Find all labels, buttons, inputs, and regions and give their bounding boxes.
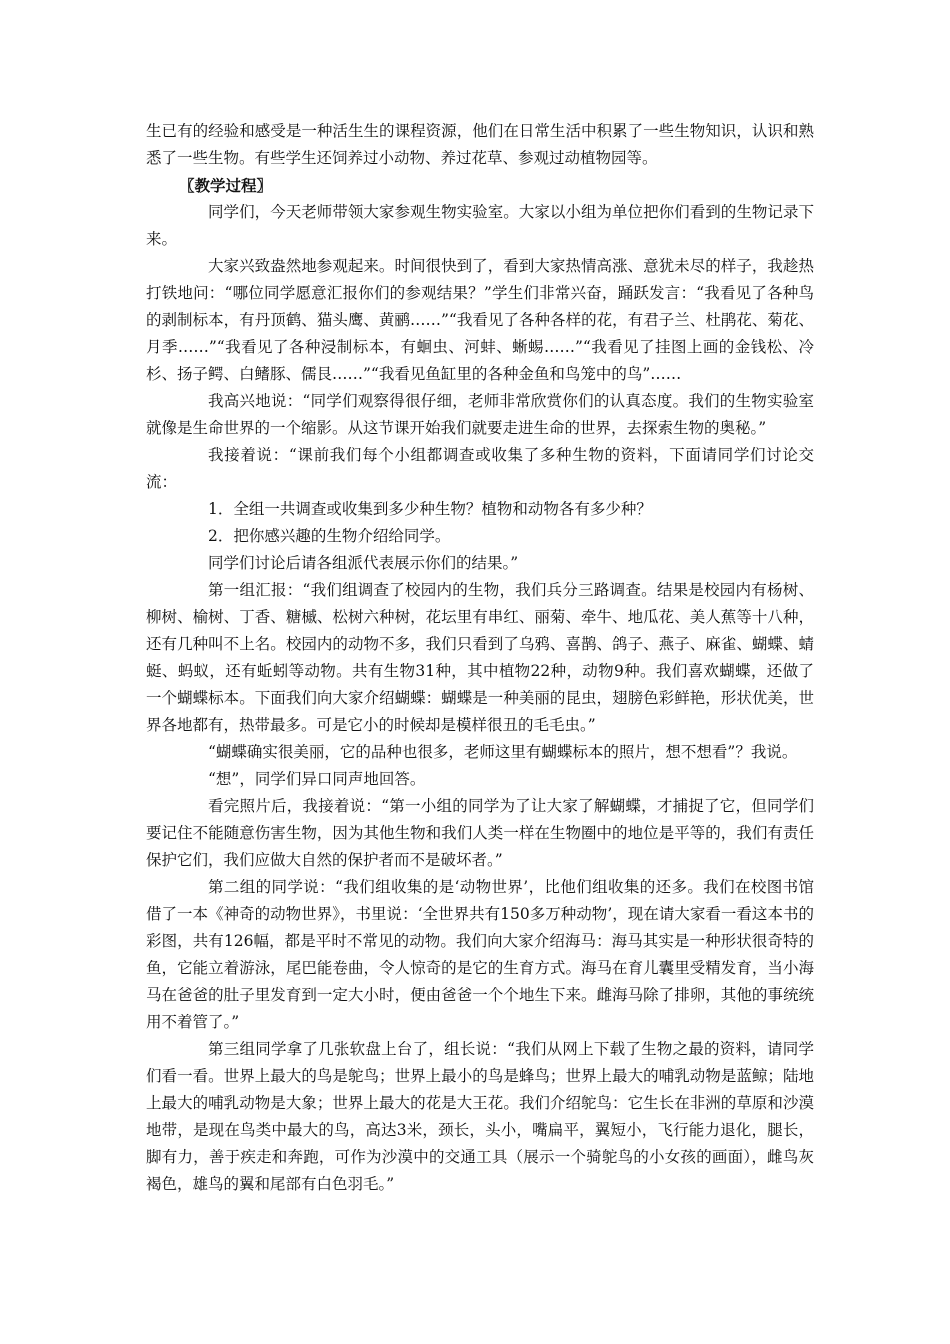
paragraph-10: 第二组的同学说：“我们组收集的是‘动物世界’，比他们组收集的还多。我们在校图书馆借了一本《神奇的动物世界》，书里说：‘全世界共有150多万种动物’，现在请大家看一看这本书的彩图，共有126幅，都是平时不常见的动物。我们向大家介绍海马：海马其实是一种形状很奇特的鱼，它能立着游泳，尾巴能卷曲，令人惊奇的是它的生育方式。海马在育儿囊里受精发育，当小海马在爸爸的肚子里发育到一定大小时，便由爸爸一个个地生下来。雌海马除了排卵，其他的事统统用不着管了。”: [146, 878, 814, 1031]
paragraph-1: 同学们，今天老师带领大家参观生物实验室。大家以小组为单位把你们看到的生物记录下来。: [146, 203, 814, 248]
paragraph-8: “想”，同学们异口同声地回答。: [208, 770, 426, 788]
paragraph-3: 我高兴地说：“同学们观察得很仔细，老师非常欣赏你们的认真态度。我们的生物实验室就像是生命世界的一个缩影。从这节课开始我们就要走进生命的世界，去探索生物的奥秘。”: [146, 392, 814, 437]
paragraph-9: 看完照片后，我接着说：“第一小组的同学为了让大家了解蝴蝶，才捕捉了它，但同学们要记住不能随意伤害生物，因为其他生物和我们人类一样在生物圈中的地位是平等的，我们有责任保护它们，我们应做大自然的保护者而不是破坏者。”: [146, 797, 814, 869]
paragraph-4: 我接着说：“课前我们每个小组都调查或收集了多种生物的资料，下面请同学们讨论交流：: [146, 446, 814, 491]
paragraph-11: 第三组同学拿了几张软盘上台了，组长说：“我们从网上下载了生物之最的资料，请同学们看一看。世界上最大的鸟是鸵鸟；世界上最小的鸟是蜂鸟；世界上最大的哺乳动物是蓝鲸；陆地上最大的哺乳动物是大象；世界上最大的花是大王花。我们介绍鸵鸟：它生长在非洲的草原和沙漠地带，是现在鸟类中最大的鸟，高达3米，颈长，头小，嘴扁平，翼短小，飞行能力退化，腿长，脚有力，善于疾走和奔跑，可作为沙漠中的交通工具（展示一个骑鸵鸟的小女孩的画面），雌鸟灰褐色，雄鸟的翼和尾部有白色羽毛。”: [146, 1040, 814, 1193]
paragraph-5: 同学们讨论后请各组派代表展示你们的结果。”: [208, 554, 519, 572]
paragraph-6: 第一组汇报：“我们组调查了校园内的生物，我们兵分三路调查。结果是校园内有杨树、柳树、榆树、丁香、糖槭、松树六种树，花坛里有串红、丽菊、牵牛、地瓜花、美人蕉等十八种，还有几种叫不上名。校园内的动物不多，我们只看到了乌鸦、喜鹊、鸽子、燕子、麻雀、蝴蝶、蜻蜓、蚂蚁，还有蚯蚓等动物。共有生物31种，其中植物22种，动物9种。我们喜欢蝴蝶，还做了一个蝴蝶标本。下面我们向大家介绍蝴蝶：蝴蝶是一种美丽的昆虫，翅膀色彩鲜艳，形状优美，世界各地都有，热带最多。可是它小的时候却是模样很丑的毛毛虫。”: [146, 581, 814, 734]
document-page: [146, 118, 814, 1198]
list-item-2: 2．把你感兴趣的生物介绍给同学。: [208, 527, 451, 545]
list-item-1: 1．全组一共调查或收集到多少种生物？植物和动物各有多少种？: [208, 500, 652, 518]
intro-paragraph: 生已有的经验和感受是一种活生生的课程资源，他们在日常生活中积累了一些生物知识，认识和熟悉了一些生物。有些学生还饲养过小动物、养过花草、参观过动植物园等。: [146, 122, 814, 167]
section-heading: 〖教学过程〗: [179, 176, 273, 195]
paragraph-7: “蝴蝶确实很美丽，它的品种也很多，老师这里有蝴蝶标本的照片，想不想看”？我说。: [208, 743, 798, 761]
paragraph-2: 大家兴致盎然地参观起来。时间很快到了，看到大家热情高涨、意犹未尽的样子，我趁热打铁地问：“哪位同学愿意汇报你们的参观结果？”学生们非常兴奋，踊跃发言：“我看见了各种鸟的剥制标本，有丹顶鹤、猫头鹰、黄鹂……”“我看见了各种各样的花，有君子兰、杜鹃花、菊花、月季……”“我看见了各种浸制标本，有蛔虫、河蚌、蜥蜴……”“我看见了挂图上画的金钱松、冷杉、扬子鳄、白鳍豚、儒艮……”“我看见鱼缸里的各种金鱼和鸟笼中的鸟”……: [146, 257, 814, 383]
